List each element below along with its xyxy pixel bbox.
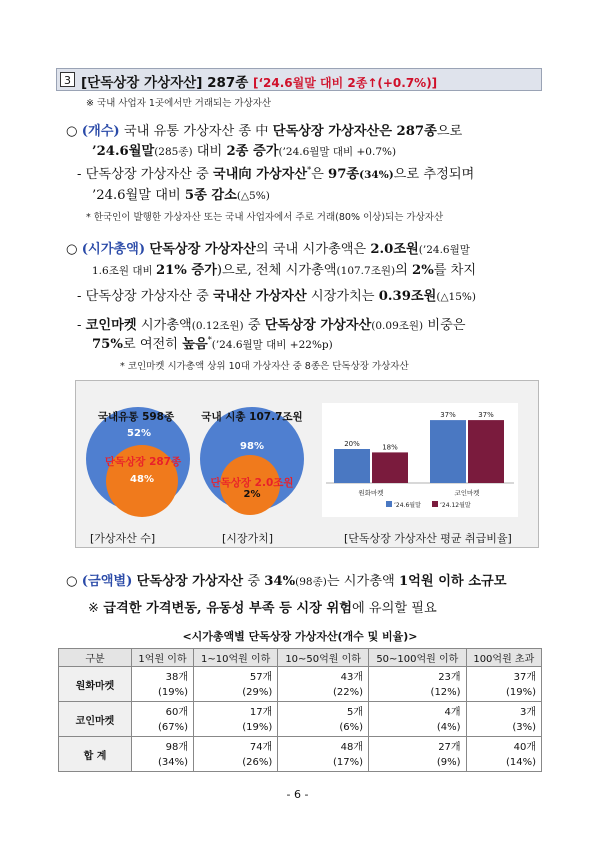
table-cell: (67%) <box>132 719 194 737</box>
table-header: 100억원 초과 <box>466 649 541 667</box>
table-header: 50~100억원 이하 <box>369 649 467 667</box>
section-number: 3 <box>60 72 75 87</box>
sec1-sub2: ’24.6월말 대비 5종 감소(△5%) <box>92 188 270 203</box>
table-cell: 43개 <box>278 667 369 685</box>
pie2-outer-pct: 98% <box>240 441 264 452</box>
table-cell: 74개 <box>194 737 278 755</box>
legend-swatch <box>432 501 438 507</box>
bar-value-label: 37% <box>478 411 494 420</box>
pie1-inner-pct: 48% <box>130 474 154 485</box>
sec1-line2: ’24.6월말(285종) 대비 2종 증가(’24.6월말 대비 +0.7%) <box>92 144 397 159</box>
table-cell: (29%) <box>194 684 278 702</box>
table-cell: 48개 <box>278 737 369 755</box>
table-cell: (19%) <box>194 719 278 737</box>
sec2-line1: ○ (시가총액) 단독상장 가상자산의 국내 시가총액은 2.0조원(’24.6월말 <box>66 242 470 257</box>
pie1-outer-label: 국내유통 598종 <box>97 411 175 423</box>
table-cell: (34%) <box>132 754 194 772</box>
table-cell: 17개 <box>194 702 278 720</box>
bar <box>430 420 466 483</box>
bar <box>468 420 504 483</box>
table-cell: (17%) <box>278 754 369 772</box>
table-cell: 38개 <box>132 667 194 685</box>
sec2-line2: 1.6조원 대비 21% 증가)으로, 전체 시가총액(107.7조원)의 2%를 차지 <box>92 263 477 278</box>
row-label: 원화마켓 <box>59 667 132 702</box>
table-header: 1~10억원 이하 <box>194 649 278 667</box>
bar-value-label: 37% <box>440 411 456 420</box>
table-cell: (12%) <box>369 684 467 702</box>
figure-panel <box>75 380 539 548</box>
table-cell: (19%) <box>132 684 194 702</box>
sec3-note: ※ 급격한 가격변동, 유동성 부족 등 시장 위험에 유의할 필요 <box>88 601 437 616</box>
pie1-inner-label: 단독상장 287종 <box>104 456 182 468</box>
section-title: [단독상장 가상자산] 287종 [‘24.6월말 대비 2종↑(+0.7%)] <box>81 75 438 91</box>
sec1-line1: ○ (개수) 국내 유통 가상자산 종 中 단독상장 가상자산은 287종으로 <box>66 124 463 139</box>
table-row <box>59 737 542 755</box>
page-number: - 6 - <box>286 788 309 801</box>
pie1-outer-pct: 52% <box>127 428 151 439</box>
table-row <box>59 684 542 702</box>
pie2-inner-label: 단독상장 2.0조원 <box>210 477 294 489</box>
header-note: ※ 국내 사업자 1곳에서만 거래되는 가상자산 <box>86 98 272 109</box>
table-cell: 23개 <box>369 667 467 685</box>
legend-swatch <box>386 501 392 507</box>
table-cell: 3개 <box>466 702 541 720</box>
row-label: 합 계 <box>59 737 132 772</box>
table-title: <시가총액별 단독상장 가상자산(개수 및 비율)> <box>182 630 418 643</box>
caption-value: [시장가치] <box>222 532 274 545</box>
table-row <box>59 719 542 737</box>
table-cell: (9%) <box>369 754 467 772</box>
bar-chart <box>322 403 518 517</box>
pie2-outer-label: 국내 시총 107.7조원 <box>201 411 303 423</box>
legend-label: ’24.12월말 <box>440 502 471 509</box>
table-cell: 37개 <box>466 667 541 685</box>
legend-label: ’24.6월말 <box>394 502 421 509</box>
table-cell: 40개 <box>466 737 541 755</box>
caption-count: [가상자산 수] <box>90 532 156 545</box>
sec2-footnote: * 코인마켓 시가총액 상위 10대 가상자산 중 8종은 단독상장 가상자산 <box>120 361 409 372</box>
bar-value-label: 20% <box>344 440 360 448</box>
table-cell: 60개 <box>132 702 194 720</box>
bar <box>334 449 370 483</box>
table-row <box>59 702 542 720</box>
table-cell: (22%) <box>278 684 369 702</box>
sec1-sub1: - 단독상장 가상자산 중 국내向 가상자산*은 97종(34%)으로 추정되며 <box>77 165 475 182</box>
row-label: 코인마켓 <box>59 702 132 737</box>
table-header: 10~50억원 이하 <box>278 649 369 667</box>
sec1-footnote: * 한국인이 발행한 가상자산 또는 국내 사업자에서 주로 거래(80% 이상)되는 가상자산 <box>86 212 444 223</box>
table-cell: 4개 <box>369 702 467 720</box>
table-cell: (14%) <box>466 754 541 772</box>
sec2-sub1: - 단독상장 가상자산 중 국내산 가상자산 시장가치는 0.39조원(△15%) <box>77 289 476 304</box>
table-cell: (19%) <box>466 684 541 702</box>
table-header: 구분 <box>59 649 132 667</box>
table-cell: 57개 <box>194 667 278 685</box>
section-change: [‘24.6월말 대비 2종↑(+0.7%)] <box>253 76 438 90</box>
table-row <box>59 754 542 772</box>
table-cell: 5개 <box>278 702 369 720</box>
caption-ratio: [단독상장 가상자산 평균 취급비율] <box>344 532 512 545</box>
table-cell: 98개 <box>132 737 194 755</box>
table-row <box>59 667 542 685</box>
sec2-sub3: 75%로 여전히 높음*(’24.6월말 대비 +22%p) <box>92 335 333 352</box>
pie2-inner-pct: 2% <box>243 489 261 500</box>
sec2-sub2: - 코인마켓 시가총액(0.12조원) 중 단독상장 가상자산(0.09조원) 비중은 <box>77 318 466 333</box>
table-header: 1억원 이하 <box>132 649 194 667</box>
table-cell: (3%) <box>466 719 541 737</box>
category-tick-label: 원화마켓 <box>358 489 384 497</box>
sec3-line1: ○ (금액별) 단독상장 가상자산 중 34%(98종)는 시가총액 1억원 이하 소규모 <box>66 574 507 589</box>
table-cell: 27개 <box>369 737 467 755</box>
bar <box>372 452 408 483</box>
table-cell: (6%) <box>278 719 369 737</box>
section-header <box>56 68 542 91</box>
category-tick-label: 코인마켓 <box>454 489 480 497</box>
bar-value-label: 18% <box>382 443 398 452</box>
table-header-row <box>59 649 542 667</box>
market-cap-table <box>58 648 542 772</box>
table-cell: (26%) <box>194 754 278 772</box>
table-cell: (4%) <box>369 719 467 737</box>
